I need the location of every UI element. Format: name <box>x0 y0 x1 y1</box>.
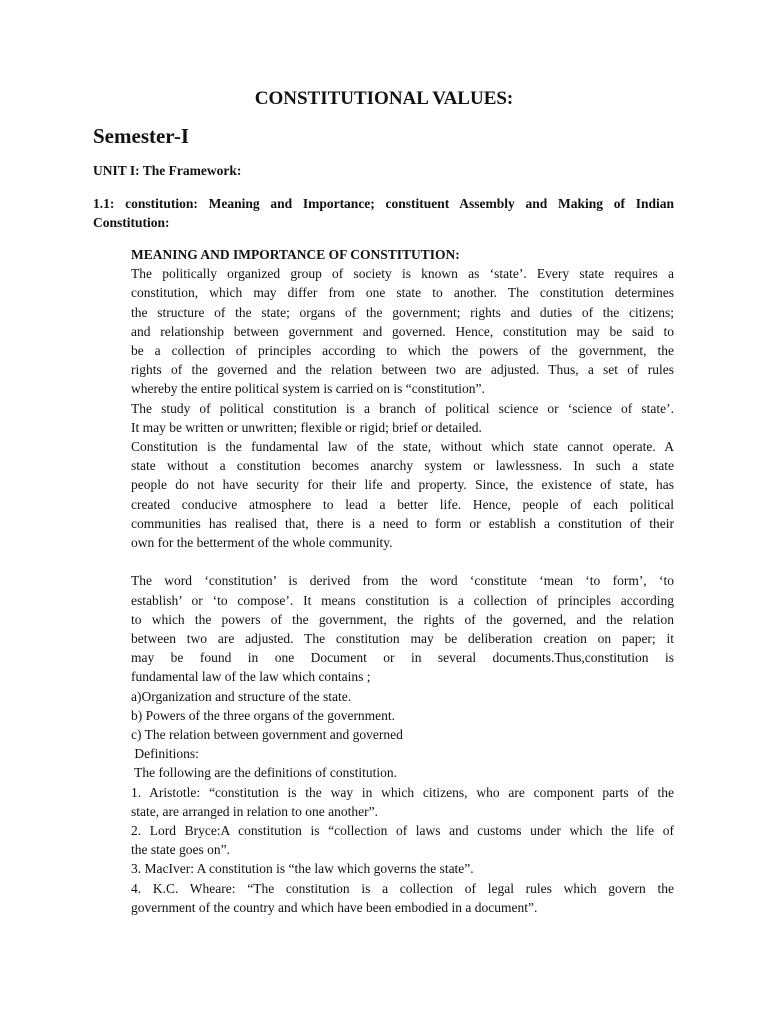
text-line: Constitution is the fundamental law of the state, without which state cannot operate. A <box>131 439 674 455</box>
list-item: c) The relation between government and governed <box>131 727 403 743</box>
text-line: The following are the definitions of constitution. <box>131 765 397 781</box>
text-line: The word ‘constitution’ is derived from the word ‘constitute ‘mean ‘to form’, ‘to <box>131 573 674 589</box>
text-line: the structure of the state; organs of the government; rights and duties of the citizens; <box>131 304 674 320</box>
definition-item: 1. Aristotle: “constitution is the way in which citizens, who are component parts of the <box>131 784 674 800</box>
definition-item: 4. K.C. Wheare: “The constitution is a collection of legal rules which govern the <box>131 880 674 896</box>
text-line: may be found in one Document or in several documents.Thus,constitution is <box>131 650 674 666</box>
text-line: people do not have security for their life and property. Since, the existence of state, has <box>131 477 674 493</box>
text-line: whereby the entire political system is carried on is “constitution”. <box>131 381 485 397</box>
text-line: between two are adjusted. The constitution may be deliberation creation on paper; it <box>131 631 674 647</box>
definition-item: 3. MacIver: A constitution is “the law which governs the state”. <box>131 861 474 877</box>
paragraph-gap <box>131 552 674 571</box>
text-line: state without a constitution becomes anarchy system or lawlessness. In such a state <box>131 458 674 474</box>
text-line: establish’ or ‘to compose’. It means constitution is a collection of principles according <box>131 592 674 608</box>
semester-heading: Semester-I <box>93 124 190 148</box>
text-line: It may be written or unwritten; flexible or rigid; brief or detailed. <box>131 419 482 435</box>
list-item: a)Organization and structure of the state. <box>131 688 352 704</box>
definition-item: government of the country and which have been embodied in a document”. <box>131 899 538 915</box>
text-line: The study of political constitution is a branch of political science or ‘science of state’. <box>131 400 674 416</box>
text-line: to which the powers of the government, the rights of the governed, and the relation <box>131 611 674 627</box>
definitions-label: Definitions: <box>131 746 199 762</box>
list-item: b) Powers of the three organs of the government. <box>131 707 396 723</box>
text-line: and relationship between government and governed. Hence, constitution may be said to <box>131 323 674 339</box>
definition-item: state, are arranged in relation to one another”. <box>131 803 379 819</box>
text-line: fundamental law of the law which contains ; <box>131 669 371 685</box>
section-heading: MEANING AND IMPORTANCE OF CONSTITUTION: <box>131 247 460 262</box>
definition-item: 2. Lord Bryce:A constitution is “collection of laws and customs under which the life of <box>131 823 674 839</box>
text-line: rights of the governed and the relation between two are adjusted. Thus, a set of rules <box>131 362 674 378</box>
text-line: own for the betterment of the whole community. <box>131 535 393 551</box>
text-line: be a collection of principles according to which the powers of the government, the <box>131 343 674 359</box>
definition-item: the state goes on”. <box>131 842 230 858</box>
unit-heading: UNIT I: The Framework: <box>93 163 242 178</box>
body-text <box>131 245 674 917</box>
text-line: communities has realised that, there is a need to form or establish a constitution of their <box>131 515 674 531</box>
text-line: The politically organized group of society is known as ‘state’. Every state requires a <box>131 266 674 282</box>
text-line: created conducive atmosphere to lead a better life. Hence, people of each political <box>131 496 674 512</box>
document-title: CONSTITUTIONAL VALUES: <box>254 88 514 109</box>
topic-heading: 1.1: constitution: Meaning and Importance; constituent Assembly and Making of Indian Constitution: <box>93 196 674 231</box>
text-line: constitution, which may differ from one state to another. The constitution determines <box>131 285 674 301</box>
